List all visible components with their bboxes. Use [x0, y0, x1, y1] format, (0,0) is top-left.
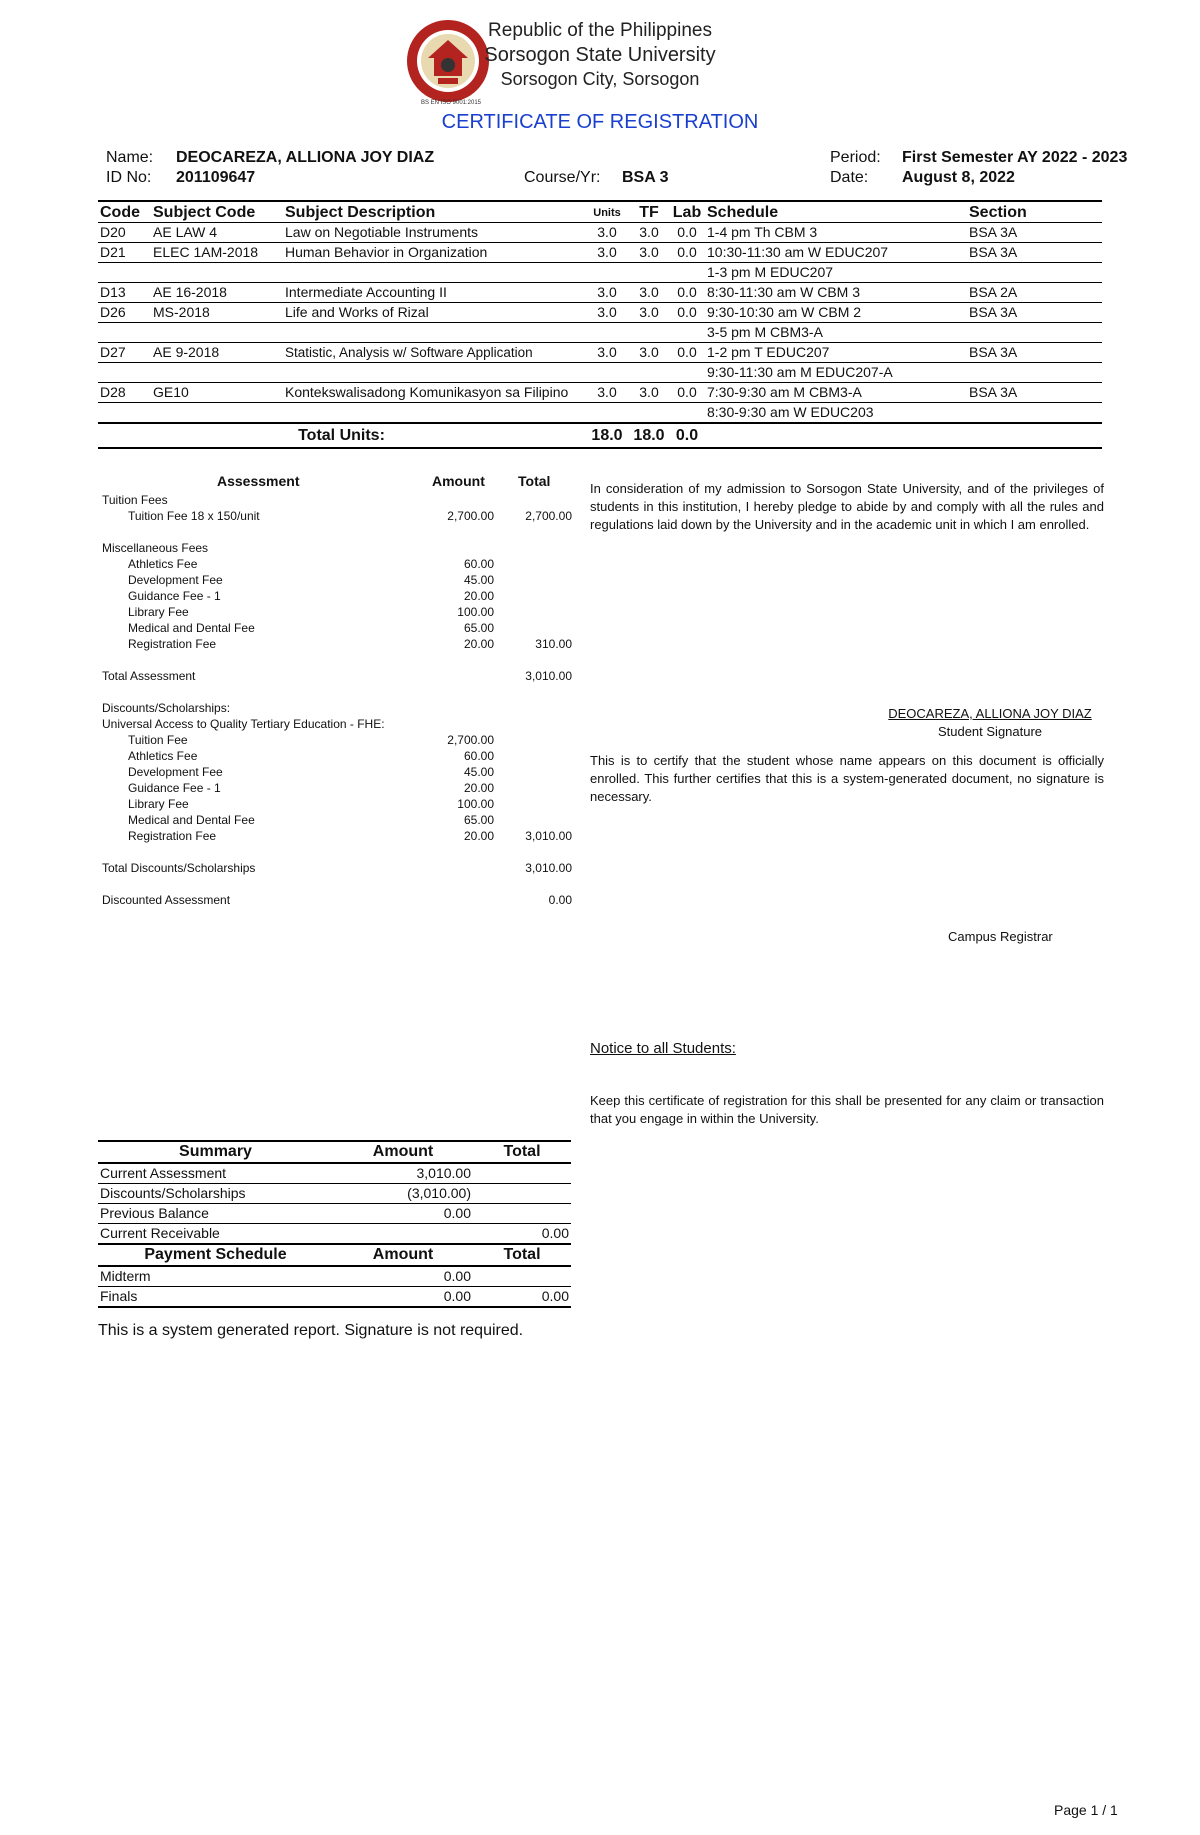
- summary-total-heading: Total: [473, 1141, 571, 1163]
- summary-total: [473, 1184, 571, 1204]
- table-row: [98, 323, 1102, 343]
- summary-table: [98, 1140, 571, 1308]
- discount-amount: 2,700.00: [447, 733, 494, 747]
- total-assessment-value: 3,010.00: [525, 669, 572, 683]
- discount-label: Athletics Fee: [128, 749, 198, 763]
- discount-label: Medical and Dental Fee: [128, 813, 255, 827]
- fee-label: Library Fee: [128, 605, 189, 619]
- row-lab: 0.0: [669, 303, 705, 323]
- assessment-header: [102, 470, 572, 492]
- date-label: Date:: [830, 169, 869, 186]
- discount-program: Universal Access to Quality Tertiary Education - FHE:: [102, 717, 385, 731]
- row-lab: [669, 363, 705, 383]
- course-year: BSA 3: [622, 169, 669, 186]
- table-row: [98, 403, 1102, 424]
- row-section: BSA 3A: [967, 243, 1102, 263]
- row-subject-code: AE 9-2018: [151, 343, 283, 363]
- campus-registrar-label: Campus Registrar: [948, 929, 1053, 944]
- student-signature-name: DEOCAREZA, ALLIONA JOY DIAZ: [888, 706, 1092, 721]
- student-signature-label: Student Signature: [937, 724, 1043, 739]
- amount-heading: Amount: [432, 473, 485, 489]
- row-section: BSA 3A: [967, 383, 1102, 403]
- row-schedule: 7:30-9:30 am M CBM3-A: [705, 383, 967, 403]
- table-row: [98, 1163, 571, 1184]
- payment-schedule-heading: Payment Schedule: [98, 1244, 333, 1266]
- row-code: D20: [98, 223, 151, 243]
- row-tf: [629, 323, 669, 343]
- row-description: Statistic, Analysis w/ Software Application: [283, 343, 585, 363]
- row-code: [98, 263, 151, 283]
- row-lab: 0.0: [669, 283, 705, 303]
- discount-total: 3,010.00: [525, 829, 572, 843]
- summary-label: Previous Balance: [98, 1204, 333, 1224]
- course-label: Course/Yr:: [524, 169, 601, 186]
- row-code: D13: [98, 283, 151, 303]
- row-description: Law on Negotiable Instruments: [283, 223, 585, 243]
- row-schedule: 1-4 pm Th CBM 3: [705, 223, 967, 243]
- fee-amount: 100.00: [457, 605, 494, 619]
- row-units: 3.0: [585, 343, 629, 363]
- summary-label: Current Receivable: [98, 1224, 333, 1245]
- payment-total: [473, 1266, 571, 1287]
- table-row: [98, 263, 1102, 283]
- discount-line: [102, 796, 572, 812]
- table-row: [98, 1224, 571, 1245]
- summary-label: Discounts/Scholarships: [98, 1184, 333, 1204]
- row-schedule: 8:30-11:30 am W CBM 3: [705, 283, 967, 303]
- payment-label: Midterm: [98, 1266, 333, 1287]
- assessment-section: [102, 470, 572, 908]
- summary-amount: 0.00: [333, 1204, 473, 1224]
- schedule-table: [98, 200, 1102, 449]
- document-title: CERTIFICATE OF REGISTRATION: [441, 111, 759, 133]
- row-units: [585, 403, 629, 424]
- discount-line: [102, 828, 572, 844]
- payment-amount: 0.00: [333, 1287, 473, 1308]
- misc-fee-line: [102, 572, 572, 588]
- table-row: [98, 343, 1102, 363]
- summary-amount: 3,010.00: [333, 1163, 473, 1184]
- col-subject-description: Subject Description: [283, 201, 585, 223]
- row-code: D21: [98, 243, 151, 263]
- payment-amount-heading: Amount: [333, 1244, 473, 1266]
- row-description: Life and Works of Rizal: [283, 303, 585, 323]
- misc-fee-line: [102, 588, 572, 604]
- pledge-text: In consideration of my admission to Sorsogon State University, and of the privileges of students in this institution, I hereby pledge to abide by and comply with all the rules and regulations laid down by the University and in the academic unit in which I am enrolled.: [590, 481, 1104, 532]
- summary-header-row: [98, 1141, 571, 1163]
- row-tf: [629, 263, 669, 283]
- row-tf: 3.0: [629, 243, 669, 263]
- row-units: 3.0: [585, 223, 629, 243]
- student-name: DEOCAREZA, ALLIONA JOY DIAZ: [176, 149, 435, 166]
- misc-fees-label: Miscellaneous Fees: [102, 541, 209, 555]
- total-units-row: [98, 423, 1102, 448]
- assessment-heading: Assessment: [217, 473, 300, 489]
- discount-label: Development Fee: [128, 765, 223, 779]
- discount-amount: 65.00: [463, 813, 494, 827]
- header-line-1: Republic of the Philippines: [488, 20, 712, 41]
- id-label: ID No:: [106, 169, 152, 186]
- discount-line: [102, 748, 572, 764]
- discount-amount: 60.00: [463, 749, 494, 763]
- misc-fee-line: [102, 636, 572, 652]
- total-discounts-label: Total Discounts/Scholarships: [102, 861, 256, 875]
- row-description: [283, 403, 585, 424]
- fee-amount: 45.00: [463, 573, 494, 587]
- row-subject-code: MS-2018: [151, 303, 283, 323]
- row-units: 3.0: [585, 243, 629, 263]
- tuition-item: Tuition Fee 18 x 150/unit: [128, 509, 260, 523]
- row-code: D27: [98, 343, 151, 363]
- header-location: Sorsogon City, Sorsogon: [500, 69, 700, 89]
- row-tf: 3.0: [629, 343, 669, 363]
- row-units: [585, 263, 629, 283]
- col-tf: TF: [629, 201, 669, 223]
- row-tf: 3.0: [629, 383, 669, 403]
- row-section: BSA 3A: [967, 303, 1102, 323]
- summary-label: Current Assessment: [98, 1163, 333, 1184]
- row-subject-code: GE10: [151, 383, 283, 403]
- summary-total: 0.00: [473, 1224, 571, 1245]
- table-row: [98, 243, 1102, 263]
- row-section: [967, 323, 1102, 343]
- row-lab: 0.0: [669, 343, 705, 363]
- row-subject-code: [151, 323, 283, 343]
- row-units: 3.0: [585, 383, 629, 403]
- row-description: [283, 323, 585, 343]
- system-generated-note: This is a system generated report. Signature is not required.: [98, 1322, 524, 1339]
- discount-amount: 20.00: [463, 829, 494, 843]
- summary-amount: (3,010.00): [333, 1184, 473, 1204]
- summary-total: [473, 1163, 571, 1184]
- fee-total: 310.00: [535, 637, 572, 651]
- row-subject-code: AE 16-2018: [151, 283, 283, 303]
- certify-text: This is to certify that the student whose name appears on this document is officially enrolled. This further certifies that this is a system-generated document, no signature is necessary.: [590, 753, 1104, 804]
- discounted-assessment-value: 0.00: [548, 893, 572, 907]
- table-row: [98, 383, 1102, 403]
- misc-fee-line: [102, 604, 572, 620]
- fee-amount: 60.00: [463, 557, 494, 571]
- table-row: [98, 1266, 571, 1287]
- payment-label: Finals: [98, 1287, 333, 1308]
- col-lab: Lab: [669, 201, 705, 223]
- col-units: Units: [585, 201, 629, 223]
- notice-title: Notice to all Students:: [590, 1040, 736, 1057]
- payment-total: 0.00: [473, 1287, 571, 1308]
- discount-line: [102, 764, 572, 780]
- total-units-label: Total Units:: [98, 423, 585, 448]
- header-university-name: Sorsogon State University: [484, 44, 716, 66]
- table-row: [98, 363, 1102, 383]
- table-row: [98, 223, 1102, 243]
- row-description: Intermediate Accounting II: [283, 283, 585, 303]
- payment-total-heading: Total: [473, 1244, 571, 1266]
- fee-label: Medical and Dental Fee: [128, 621, 255, 635]
- discounts-label: Discounts/Scholarships:: [102, 701, 231, 715]
- name-label: Name:: [106, 149, 154, 166]
- row-code: D26: [98, 303, 151, 323]
- discount-label: Guidance Fee - 1: [128, 781, 221, 795]
- table-row: [98, 1287, 571, 1308]
- row-code: [98, 403, 151, 424]
- row-subject-code: [151, 263, 283, 283]
- row-lab: 0.0: [669, 243, 705, 263]
- row-description: [283, 363, 585, 383]
- misc-fee-line: [102, 620, 572, 636]
- seal-caption: BS EN ISO 9001:2015: [420, 100, 482, 106]
- row-subject-code: [151, 403, 283, 424]
- table-row: [98, 283, 1102, 303]
- row-schedule: 1-2 pm T EDUC207: [705, 343, 967, 363]
- fee-label: Development Fee: [128, 573, 223, 587]
- discount-line: [102, 732, 572, 748]
- table-row: [98, 1184, 571, 1204]
- total-tf: 18.0: [629, 423, 669, 448]
- row-tf: [629, 363, 669, 383]
- tuition-amount: 2,700.00: [447, 509, 494, 523]
- total-assessment-label: Total Assessment: [102, 669, 196, 683]
- col-schedule: Schedule: [705, 201, 967, 223]
- discount-line: [102, 780, 572, 796]
- row-schedule: 9:30-10:30 am W CBM 2: [705, 303, 967, 323]
- period-label: Period:: [830, 149, 881, 166]
- row-lab: [669, 323, 705, 343]
- tuition-fee-line: [102, 508, 572, 524]
- period-value: First Semester AY 2022 - 2023: [902, 149, 1128, 166]
- row-units: [585, 363, 629, 383]
- row-schedule: 3-5 pm M CBM3-A: [705, 323, 967, 343]
- row-description: [283, 263, 585, 283]
- fee-label: Athletics Fee: [128, 557, 198, 571]
- row-schedule: 10:30-11:30 am W EDUC207: [705, 243, 967, 263]
- row-subject-code: AE LAW 4: [151, 223, 283, 243]
- student-id: 201109647: [176, 169, 256, 186]
- discount-amount: 20.00: [463, 781, 494, 795]
- discount-label: Tuition Fee: [128, 733, 188, 747]
- table-row: [98, 303, 1102, 323]
- discount-line: [102, 812, 572, 828]
- row-schedule: 1-3 pm M EDUC207: [705, 263, 967, 283]
- row-section: [967, 403, 1102, 424]
- row-code: [98, 363, 151, 383]
- row-lab: [669, 263, 705, 283]
- payment-header-row: [98, 1244, 571, 1266]
- total-discounts-line: [102, 860, 572, 876]
- row-description: Kontekswalisadong Komunikasyon sa Filipino: [283, 383, 585, 403]
- row-tf: 3.0: [629, 303, 669, 323]
- summary-amount: [333, 1224, 473, 1245]
- col-section: Section: [967, 201, 1102, 223]
- row-units: [585, 323, 629, 343]
- row-subject-code: ELEC 1AM-2018: [151, 243, 283, 263]
- summary-total: [473, 1204, 571, 1224]
- discount-label: Library Fee: [128, 797, 189, 811]
- row-schedule: 8:30-9:30 am W EDUC203: [705, 403, 967, 424]
- summary-heading: Summary: [98, 1141, 333, 1163]
- row-section: BSA 3A: [967, 343, 1102, 363]
- row-tf: 3.0: [629, 223, 669, 243]
- row-section: [967, 363, 1102, 383]
- row-section: [967, 263, 1102, 283]
- discount-amount: 100.00: [457, 797, 494, 811]
- discounted-assessment-label: Discounted Assessment: [102, 893, 231, 907]
- row-subject-code: [151, 363, 283, 383]
- fee-amount: 20.00: [463, 637, 494, 651]
- fee-label: Guidance Fee - 1: [128, 589, 221, 603]
- tuition-total: 2,700.00: [525, 509, 572, 523]
- row-tf: 3.0: [629, 283, 669, 303]
- fee-amount: 20.00: [463, 589, 494, 603]
- total-heading: Total: [518, 473, 551, 489]
- fee-label: Registration Fee: [128, 637, 217, 651]
- schedule-header-row: [98, 201, 1102, 223]
- total-assessment-line: [102, 668, 572, 684]
- row-lab: [669, 403, 705, 424]
- total-units: 18.0: [585, 423, 629, 448]
- date-value: August 8, 2022: [902, 169, 1015, 186]
- row-lab: 0.0: [669, 223, 705, 243]
- misc-fee-line: [102, 556, 572, 572]
- discount-amount: 45.00: [463, 765, 494, 779]
- page-number: Page 1 / 1: [1054, 1802, 1118, 1818]
- total-discounts-value: 3,010.00: [525, 861, 572, 875]
- payment-amount: 0.00: [333, 1266, 473, 1287]
- row-lab: 0.0: [669, 383, 705, 403]
- tuition-fees-label: Tuition Fees: [102, 493, 168, 507]
- discount-label: Registration Fee: [128, 829, 217, 843]
- col-code: Code: [98, 201, 151, 223]
- total-lab: 0.0: [669, 423, 705, 448]
- notice-text: Keep this certificate of registration for this shall be presented for any claim or transaction that you engage in within the University.: [590, 1093, 1104, 1126]
- fee-amount: 65.00: [463, 621, 494, 635]
- row-section: BSA 2A: [967, 283, 1102, 303]
- row-section: BSA 3A: [967, 223, 1102, 243]
- row-units: 3.0: [585, 283, 629, 303]
- row-units: 3.0: [585, 303, 629, 323]
- row-description: Human Behavior in Organization: [283, 243, 585, 263]
- row-code: [98, 323, 151, 343]
- discounted-assessment-line: [102, 892, 572, 908]
- table-row: [98, 1204, 571, 1224]
- row-tf: [629, 403, 669, 424]
- col-subject-code: Subject Code: [151, 201, 283, 223]
- row-code: D28: [98, 383, 151, 403]
- summary-amount-heading: Amount: [333, 1141, 473, 1163]
- row-schedule: 9:30-11:30 am M EDUC207-A: [705, 363, 967, 383]
